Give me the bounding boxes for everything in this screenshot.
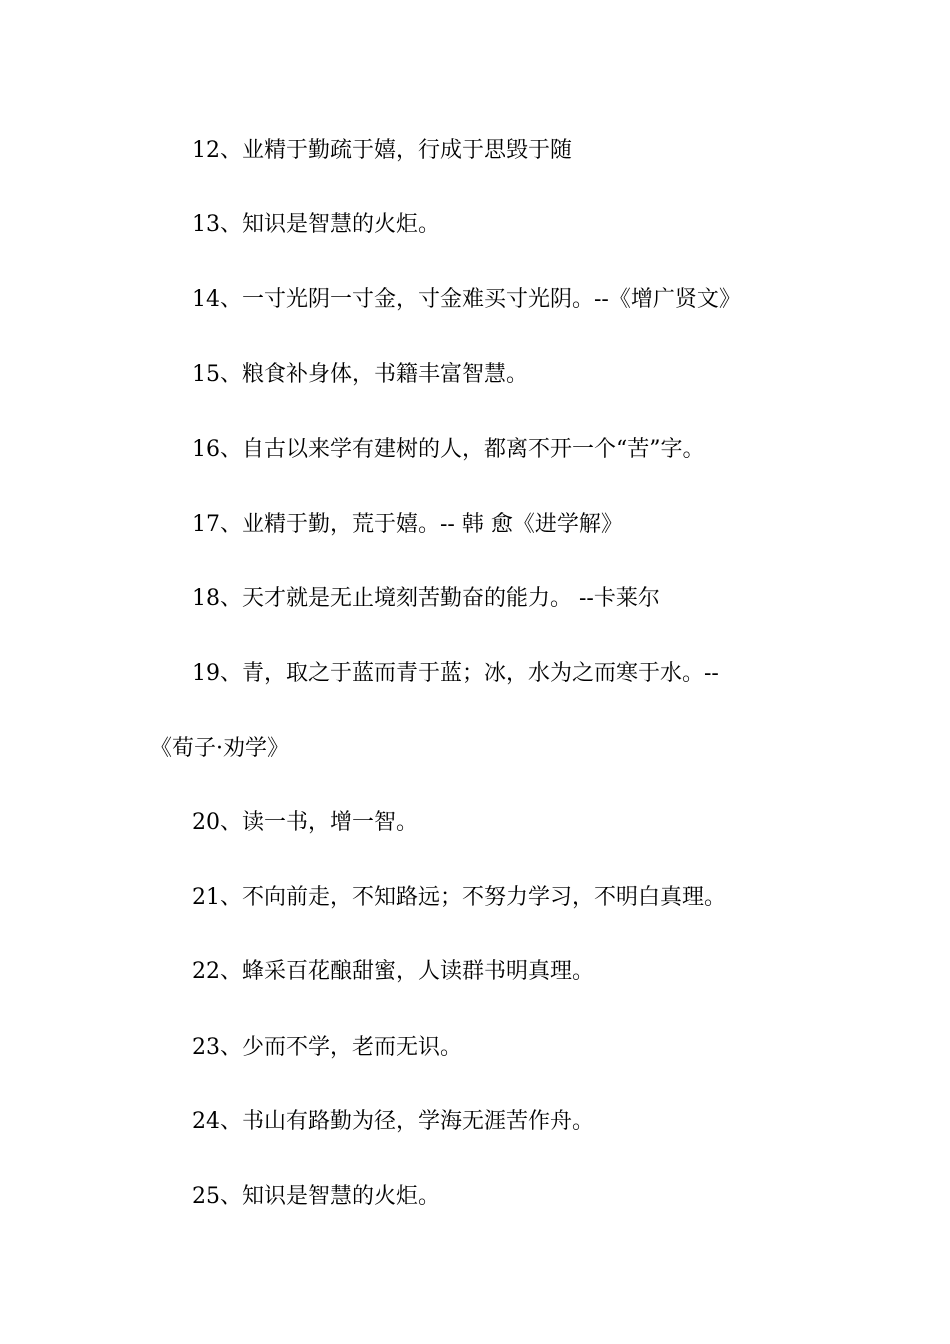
quote-line-25: 25、知识是智慧的火炬。 [192,1184,440,1209]
quote-line-14: 14、一寸光阴一寸金，寸金难买寸光阴。--《增广贤文》 [192,287,741,312]
quote-line-15: 15、粮食补身体，书籍丰富智慧。 [192,362,528,387]
quote-line-18: 18、天才就是无止境刻苦勤奋的能力。 --卡莱尔 [192,586,660,611]
quote-line-24: 24、书山有路勤为径，学海无涯苦作舟。 [192,1109,594,1134]
quote-line-21: 21、不向前走，不知路远；不努力学习，不明白真理。 [192,885,726,910]
quote-line-17: 17、业精于勤，荒于嬉。-- 韩 愈《进学解》 [192,512,623,537]
quote-line-16: 16、自古以来学有建树的人，都离不开一个“苦”字。 [192,437,705,462]
quote-line-20: 20、读一书，增一智。 [192,810,418,835]
quote-line-12: 12、业精于勤疏于嬉，行成于思毁于随 [192,138,572,163]
quote-line-22: 22、蜂采百花酿甜蜜，人读群书明真理。 [192,959,594,984]
quote-line-19: 19、青，取之于蓝而青于蓝；冰，水为之而寒于水。-- [192,661,719,686]
quote-line-19-continuation: 《荀子·劝学》 [150,736,289,761]
quote-line-23: 23、少而不学，老而无识。 [192,1035,462,1060]
quote-line-13: 13、知识是智慧的火炬。 [192,212,440,237]
